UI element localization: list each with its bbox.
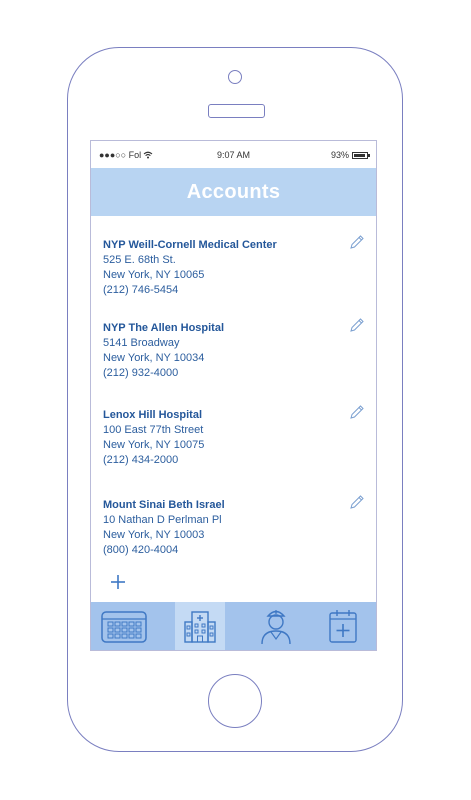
pencil-icon[interactable] <box>349 317 365 333</box>
account-card[interactable] <box>103 238 365 298</box>
pencil-icon[interactable] <box>349 494 365 510</box>
account-name: Lenox Hill Hospital <box>103 409 203 421</box>
doctor-icon <box>259 606 293 646</box>
account-city: New York, NY 10034 <box>103 352 205 364</box>
front-camera <box>228 70 242 84</box>
carrier-label: ●●●○○ Fol <box>99 150 142 160</box>
account-address: 10 Nathan D Perlman Pl <box>103 514 222 526</box>
earpiece-speaker <box>208 104 265 118</box>
status-time: 9:07 AM <box>216 150 251 160</box>
home-button[interactable] <box>208 674 262 728</box>
account-phone: (212) 434-2000 <box>103 454 179 466</box>
account-city: New York, NY 10065 <box>103 269 205 281</box>
status-bar <box>91 141 376 168</box>
account-address: 525 E. 68th St. <box>103 254 176 266</box>
account-card[interactable] <box>103 498 365 558</box>
app-screen <box>90 140 377 651</box>
account-city: New York, NY 10075 <box>103 439 205 451</box>
battery-status <box>331 150 368 160</box>
add-account-button[interactable] <box>109 573 127 591</box>
calendar-add-icon <box>328 608 358 644</box>
account-name: NYP Weill-Cornell Medical Center <box>103 239 277 251</box>
account-card[interactable] <box>103 321 365 381</box>
page-title: Accounts <box>186 180 281 203</box>
account-card[interactable] <box>103 408 365 468</box>
calendar-icon <box>101 609 147 643</box>
account-phone: (212) 746-5454 <box>103 284 179 296</box>
page-header <box>91 168 376 216</box>
tab-doctor[interactable] <box>243 602 309 650</box>
account-phone: (800) 420-4004 <box>103 544 179 556</box>
account-city: New York, NY 10003 <box>103 529 205 541</box>
pencil-icon[interactable] <box>349 234 365 250</box>
account-address: 5141 Broadway <box>103 337 180 349</box>
account-name: NYP The Allen Hospital <box>103 322 225 334</box>
battery-percent: 93% <box>330 150 349 160</box>
battery-icon <box>352 152 368 159</box>
tab-add-appointment[interactable] <box>310 602 376 650</box>
tab-calendar[interactable] <box>91 602 157 650</box>
tab-bar <box>91 602 376 650</box>
pencil-icon[interactable] <box>349 404 365 420</box>
account-name: Mount Sinai Beth Israel <box>103 499 225 511</box>
battery-fill <box>354 154 365 157</box>
account-phone: (212) 932-4000 <box>103 367 179 379</box>
account-address: 100 East 77th Street <box>103 424 204 436</box>
hospital-icon <box>183 608 217 644</box>
tab-accounts[interactable] <box>175 602 225 650</box>
